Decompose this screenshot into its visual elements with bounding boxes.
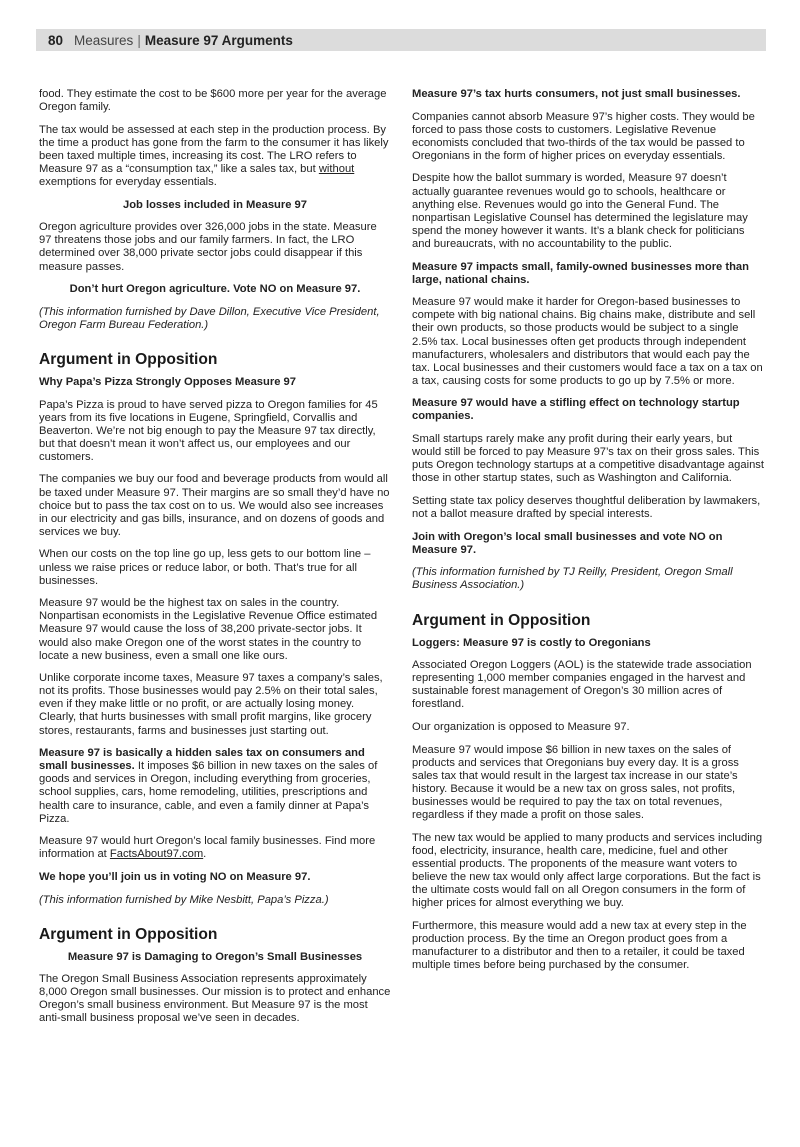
- paragraph: The new tax would be applied to many products and services including food, electricity, insurance, health care, medicine, fuel and other essential products. The proponents of the measure want voters to believe the new tax would only affect large corporations. But the fact is the ultimate costs would fall on all Oregon consumers in the form of higher prices for almost everything we buy.: [412, 831, 763, 910]
- paragraph: Measure 97 would be the highest tax on sales in the country. Nonpartisan economists in the Legislative Revenue Office estimated Measure 97 would cause the loss of 38,200 private-sector jobs. It would also make Oregon one of the worst states in the country to locate a new business, even a small one like ours.: [39, 597, 378, 662]
- header-separator: |: [137, 32, 141, 48]
- paragraph: The Oregon Small Business Association represents approximately 8,000 Oregon small businesses. Our mission is to protect and enhance Oregon’s small business environment. But Measure 97 is the most anti-small business proposal we’ve seen in decades.: [39, 973, 391, 1025]
- paragraph: Oregon agriculture provides over 326,000 jobs in the state. Measure 97 threatens those jobs and our family farmers. In fact, the LRO determined over 38,000 private sector jobs could disappear if this measure passes.: [39, 221, 377, 273]
- paragraph: Despite how the ballot summary is worded, Measure 97 doesn’t actually guarantee revenues would go to schools, healthcare or anything else. Revenues would go into the General Fund. The nonpartisan Legislative Counsel has determined the legislature may spend the money however it wants. It’s a blank check for politicians and bureaucrats, with no accountability to the public.: [412, 172, 748, 250]
- paragraph: When our costs on the top line go up, less gets to our bottom line – unless we raise prices or reduce labor, or both. That’s true for all businesses.: [39, 548, 371, 587]
- paragraph: Unlike corporate income taxes, Measure 97 taxes a company’s sales, not its profits. Those businesses would pay 2.5% on their total sales, even if they make little or no profit, or are actually losing money. Clearly, that hurts businesses with small profit margins, like grocery stores, restaurants, farms and businesses just starting out.: [39, 672, 383, 737]
- call-to-action: We hope you’ll join us in voting NO on Measure 97.: [39, 870, 311, 883]
- subheading-jobs: Job losses included in Measure 97: [122, 198, 308, 211]
- paragraph: Measure 97 would make it harder for Oregon-based businesses to compete with big national chains. Big chains make, distribute and sell their own products, so those products would be subject to a single 2.5% tax. Local businesses often get products through independent manufacturers, wholesalers and distributors that would each pay the tax. Local businesses and their customers would face a tax on a tax on a tax, causing costs for some products to go up by 7.5% or more.: [412, 296, 763, 387]
- attribution: (This information furnished by TJ Reilly, President, Oregon Small Business Association.): [412, 566, 733, 592]
- page-header: [36, 29, 766, 51]
- call-to-action: Don’t hurt Oregon agriculture. Vote NO on Measure 97.: [69, 283, 361, 296]
- paragraph: The tax would be assessed at each step in the production process. By the time a product has gone from the farm to the consumer it has likely been taxed multiple times, increasing its cost. The LRO refers to Measure 97 as a “consumption tax,” like a sales tax, but without exemptions for everyday essentials.: [39, 123, 389, 189]
- paragraph: Companies cannot absorb Measure 97’s higher costs. They would be forced to pass those costs to customers. Legislative Revenue economists concluded that two-thirds of the tax would be passed to Oregonians in the form of higher prices on everyday essentials.: [412, 110, 755, 162]
- section-label: Measures: [74, 32, 134, 48]
- argument-heading: Argument in Opposition: [412, 611, 591, 629]
- argument-heading: Argument in Opposition: [39, 925, 218, 943]
- subheading: Measure 97 would have a stifling effect on technology startup companies.: [412, 397, 740, 423]
- call-to-action: Join with Oregon’s local small businesses and vote NO on Measure 97.: [412, 530, 723, 556]
- paragraph: Small startups rarely make any profit during their early years, but would still be forced to pay Measure 97’s tax on their gross sales. This puts Oregon technology startups at a competitive disadvantage against those in other startup states, such as Washington and California.: [412, 433, 765, 485]
- argument-subtitle: Why Papa’s Pizza Strongly Opposes Measure 97: [39, 375, 296, 388]
- paragraph: The companies we buy our food and beverage products from would all be taxed under Measure 97. Their margins are so small they’d have no choice but to pass the tax cost on to us. We would also see increases in our electricity and gas bills, insurance, and on dozens of goods and services we buy.: [39, 473, 390, 538]
- subheading: Measure 97 impacts small, family-owned businesses more than large, national chains.: [412, 260, 749, 286]
- paragraph: food. They estimate the cost to be $600 more per year for the average Oregon family.: [39, 88, 387, 114]
- facts-link[interactable]: FactsAbout97.com: [109, 848, 204, 861]
- argument-subtitle: Loggers: Measure 97 is costly to Oregonians: [412, 636, 651, 649]
- paragraph: Papa’s Pizza is proud to have served pizza to Oregon families for 45 years from its five locations in Eugene, Springfield, Corvallis and Beaverton. We’re not big enough to pay the Measure 97 tax directly, but that doesn’t mean it won’t affect us, our employees and our customers.: [39, 398, 378, 463]
- page-title: Measure 97 Arguments: [144, 32, 293, 48]
- paragraph: Measure 97 is basically a hidden sales tax on consumers and small businesses. It imposes $6 billion in new taxes on the sales of goods and services in Oregon, including everything from groceries, school supplies, cars, home remodeling, utilities, prescriptions and health care to insurance, cable, and even a family dinner at Papa’s Pizza.: [39, 747, 378, 825]
- left-column: [39, 88, 391, 1035]
- argument-heading: Argument in Opposition: [39, 350, 218, 368]
- paragraph: Furthermore, this measure would add a new tax at every step in the production process. By the time an Oregon product goes from a manufacturer to a distributor and then to a retailer, it could be taxed multiple times before being purchased by the consumer.: [412, 919, 747, 971]
- paragraph: Associated Oregon Loggers (AOL) is the statewide trade association representing 1,000 member companies engaged in the harvest and sustainable forest management of Oregon’s 30 million acres of forestland.: [412, 659, 752, 711]
- attribution: (This information furnished by Mike Nesbitt, Papa’s Pizza.): [39, 893, 329, 906]
- paragraph: Measure 97 would hurt Oregon’s local family businesses. Find more information at FactsAbout97.com.: [39, 835, 376, 861]
- paragraph: Our organization is opposed to Measure 97.: [412, 720, 630, 733]
- right-column: [412, 88, 764, 982]
- attribution: (This information furnished by Dave Dillon, Executive Vice President, Oregon Farm Bureau Federation.): [39, 305, 380, 331]
- subheading: Measure 97’s tax hurts consumers, not just small businesses.: [412, 88, 741, 100]
- paragraph: Setting state tax policy deserves thoughtful deliberation by lawmakers, not a ballot measure drafted by special interests.: [412, 494, 761, 521]
- page-number: 80: [48, 32, 64, 48]
- argument-subtitle: Measure 97 is Damaging to Oregon’s Small Businesses: [67, 950, 363, 963]
- paragraph: Measure 97 would impose $6 billion in new taxes on the sales of products and services that Oregonians buy every day. It is a gross sales tax that would result in the largest tax increase in our state’s history. Because it would be a new tax on gross sales, not profits, businesses would be required to pay the tax on total revenues, regardless if they made a profit on those sales.: [412, 743, 739, 822]
